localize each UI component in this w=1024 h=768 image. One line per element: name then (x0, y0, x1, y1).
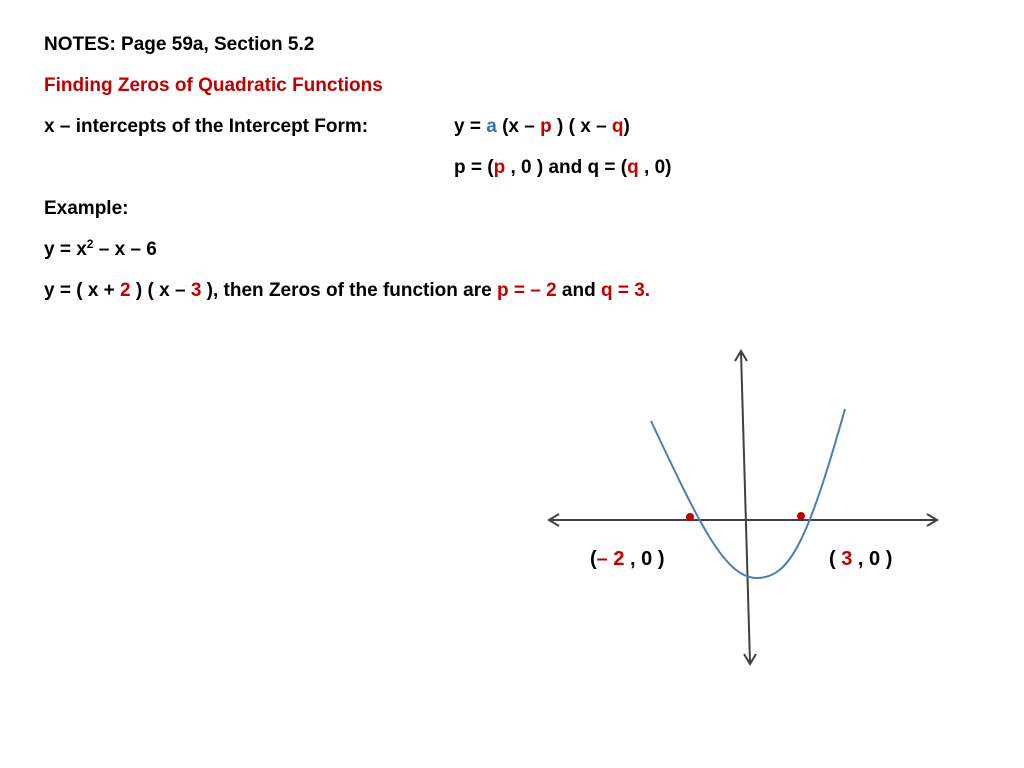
section-subtitle: Finding Zeros of Quadratic Functions (44, 75, 383, 96)
right-intercept-label: ( 3 , 0 ) (829, 548, 893, 570)
notes-heading: NOTES: Page 59a, Section 5.2 (44, 34, 315, 55)
factored-form-statement: y = ( x + 2 ) ( x – 3 ), then Zeros of the function are p = – 2 and q = 3. (44, 280, 651, 301)
exponent: 2 (86, 237, 94, 251)
zero-point-left (686, 513, 694, 521)
x-axis (549, 514, 937, 526)
intercept-form-formula: y = a (x – p ) ( x – q) (454, 116, 630, 137)
zero-q: q = 3. (600, 280, 651, 301)
y-axis (735, 351, 756, 664)
intercept-form-label: x – intercepts of the Intercept Form: (44, 116, 369, 137)
zero-point-right (797, 512, 805, 520)
example-equation: $y = x^2 - x - 6$ (44, 237, 157, 260)
intercept-points: p = (p , 0 ) and q = (q , 0) (454, 157, 672, 178)
left-intercept-label: (– 2 , 0 ) (590, 548, 665, 570)
parabola-curve (651, 409, 845, 578)
zero-p: p = – 2 (496, 280, 557, 301)
example-label: Example: (44, 198, 129, 219)
